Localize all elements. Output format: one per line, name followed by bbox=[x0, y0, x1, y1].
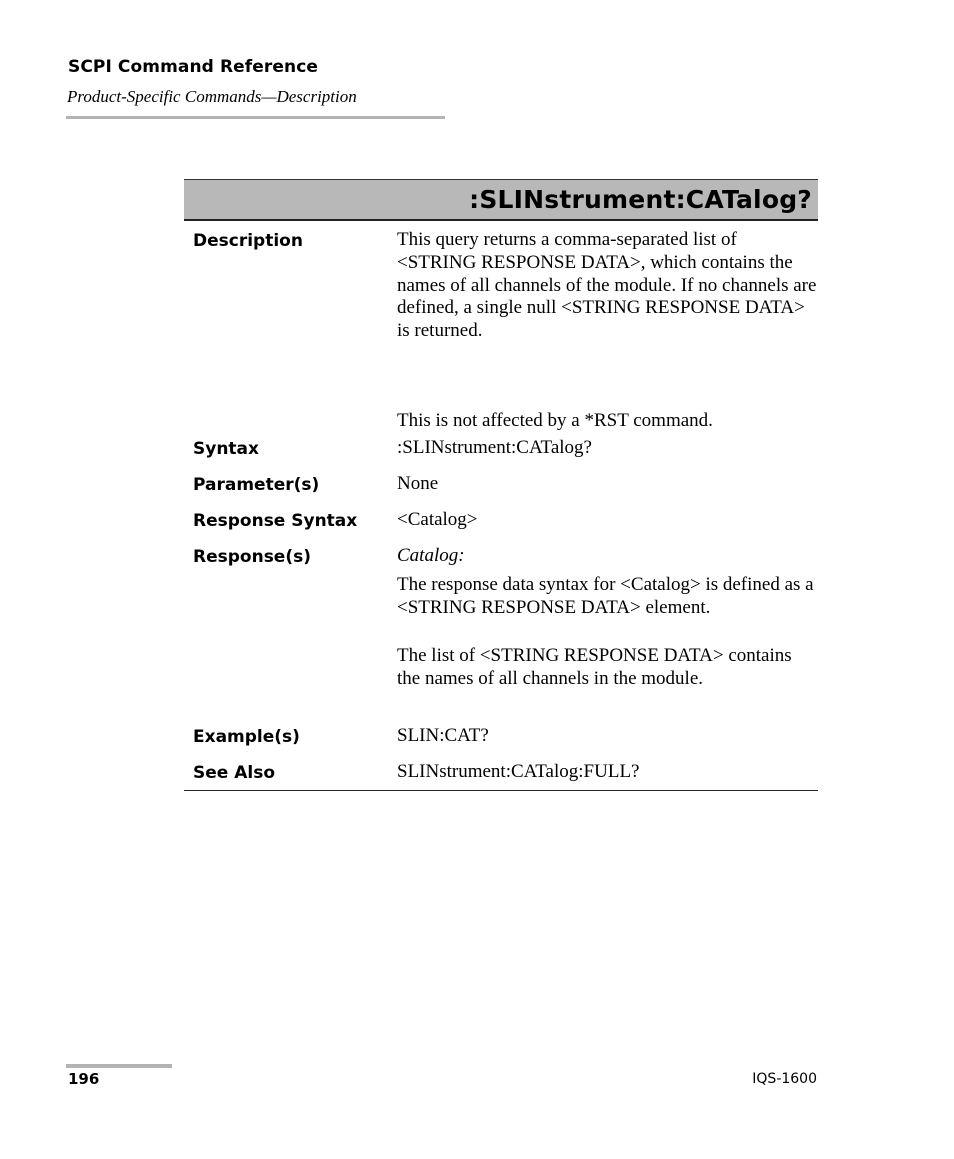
description-paragraph: This query returns a comma-separated list of <STRING RESPONSE DATA>, which contains the names of all channels of the module. If no channels are defined, a single null <STRING RESPONSE DATA> is returned. bbox=[397, 229, 817, 342]
see-also-value: SLINstrument:CATalog:FULL? bbox=[397, 761, 640, 782]
examples-value: SLIN:CAT? bbox=[397, 725, 489, 746]
response-paragraph: The response data syntax for <Catalog> is defined as a <STRING RESPONSE DATA> element. bbox=[397, 574, 814, 618]
footer-divider bbox=[66, 1064, 172, 1068]
table-bottom-rule bbox=[184, 790, 818, 791]
command-title: :SLINstrument:CATalog? bbox=[469, 185, 812, 214]
description-label: Description bbox=[193, 231, 303, 251]
header-title: SCPI Command Reference bbox=[68, 57, 319, 77]
header-subtitle: Product-Specific Commands—Description bbox=[67, 87, 357, 106]
header-divider bbox=[66, 116, 445, 119]
product-name: IQS-1600 bbox=[752, 1071, 817, 1087]
description-note bbox=[397, 410, 817, 433]
response-syntax-value: <Catalog> bbox=[397, 509, 478, 530]
parameters-value: None bbox=[397, 473, 439, 494]
page-number: 196 bbox=[68, 1070, 100, 1088]
command-table bbox=[184, 179, 818, 783]
response-note bbox=[397, 645, 817, 691]
examples-label: Example(s) bbox=[193, 727, 300, 747]
response-paragraph: The list of <STRING RESPONSE DATA> contains the names of all channels in the module. bbox=[397, 645, 792, 689]
description-paragraph: This is not affected by a *RST command. bbox=[397, 410, 713, 431]
syntax-value: :SLINstrument:CATalog? bbox=[397, 437, 592, 458]
description-value bbox=[397, 229, 817, 343]
see-also-label: See Also bbox=[193, 763, 276, 783]
parameters-label: Parameter(s) bbox=[193, 475, 320, 495]
response-name: Catalog: bbox=[397, 545, 465, 566]
command-title-bar bbox=[184, 179, 818, 221]
response-description bbox=[397, 574, 817, 620]
responses-label: Response(s) bbox=[193, 547, 311, 567]
syntax-label: Syntax bbox=[193, 439, 259, 459]
response-syntax-label: Response Syntax bbox=[193, 511, 358, 531]
